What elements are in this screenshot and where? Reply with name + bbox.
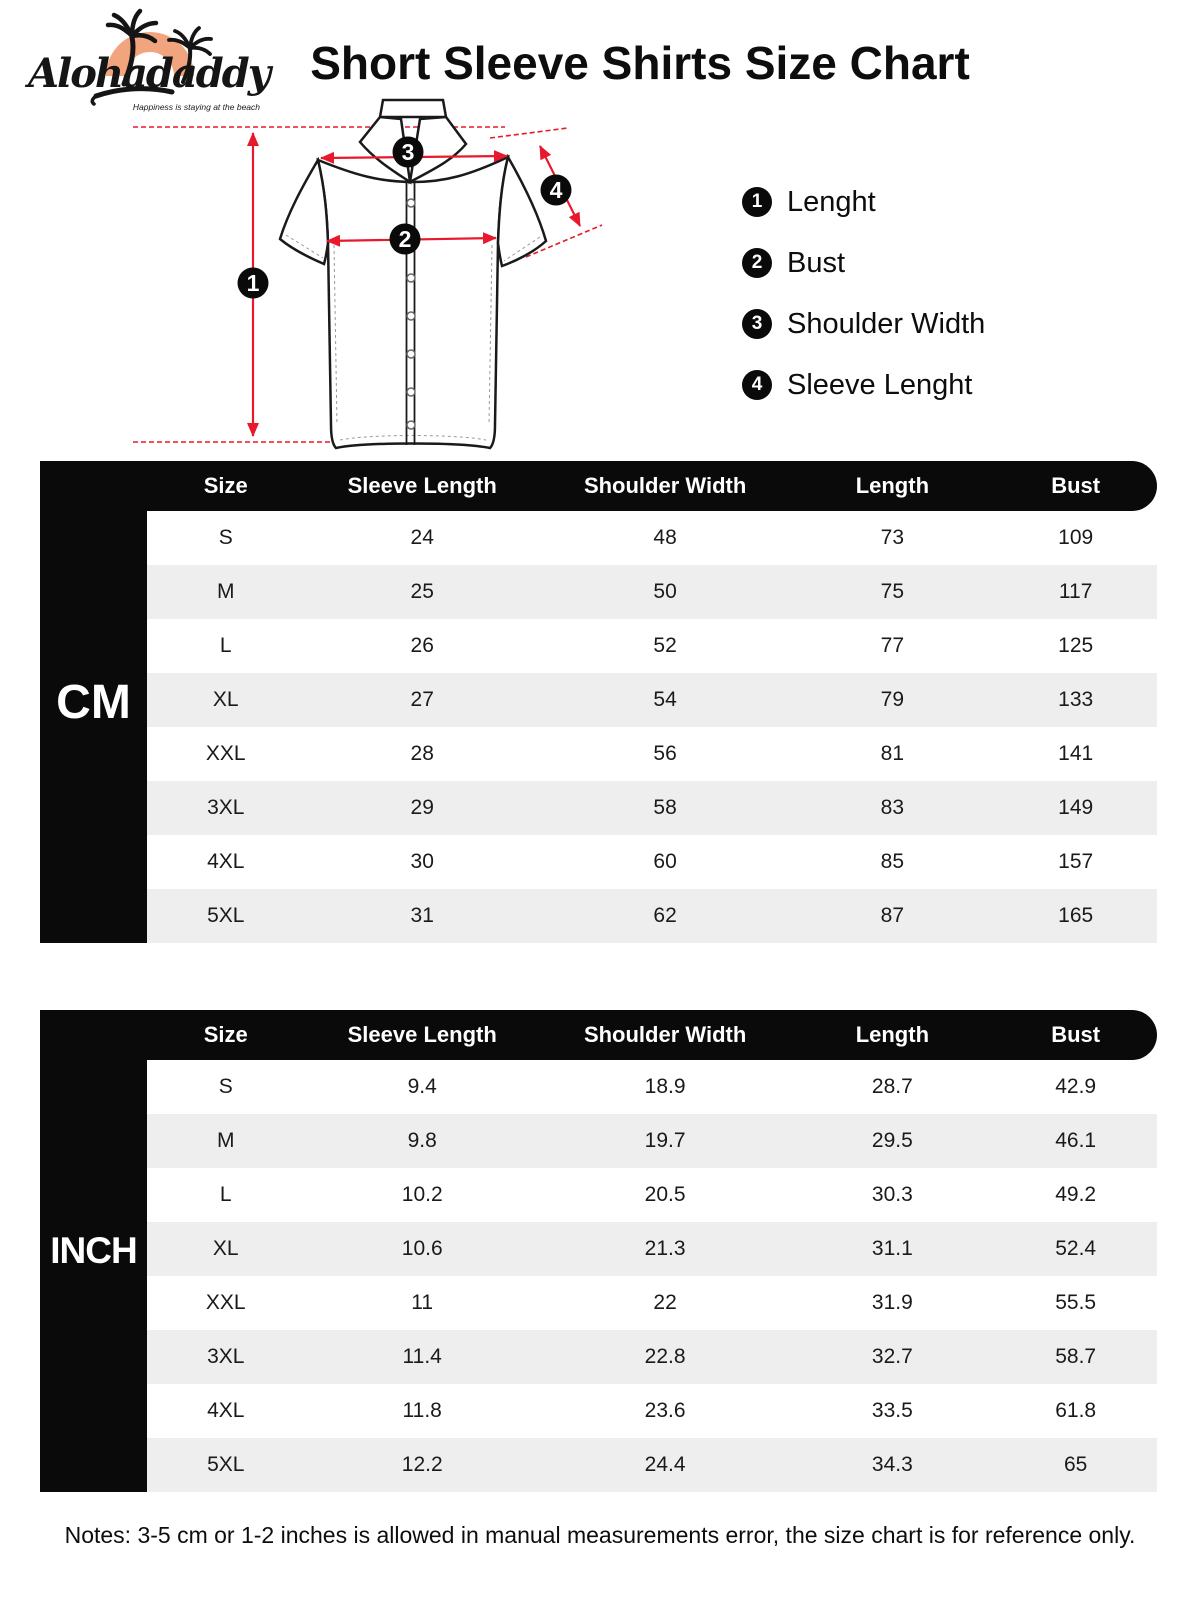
table-cell: 26 xyxy=(410,634,434,657)
table-cell: 9.8 xyxy=(407,1129,437,1152)
table-cell: L xyxy=(219,1183,232,1206)
brand-name: Alohadaddy xyxy=(28,50,269,97)
table-cell: 79 xyxy=(880,688,905,711)
table-cell: 27 xyxy=(410,688,434,711)
page-title: Short Sleeve Shirts Size Chart xyxy=(310,37,970,89)
table-cell: XL xyxy=(212,1237,239,1260)
table-cell: 60 xyxy=(653,850,677,873)
table-cell: M xyxy=(217,1129,235,1152)
table-cell: L xyxy=(219,634,232,657)
table-cell: 87 xyxy=(880,904,905,927)
table-cell: 11.4 xyxy=(402,1345,442,1368)
table-cell: M xyxy=(217,580,235,603)
table-row xyxy=(147,565,1157,619)
table-cell: 24 xyxy=(410,526,434,549)
table-row xyxy=(147,1114,1157,1168)
table-cell: 33.5 xyxy=(871,1399,913,1422)
legend-label-sleeve-length: Sleeve Lenght xyxy=(787,368,973,401)
table-cell: 49.2 xyxy=(1055,1183,1097,1206)
table-cell: 81 xyxy=(880,742,905,765)
table-row xyxy=(147,619,1157,673)
table-row xyxy=(147,1276,1157,1330)
table-cell: 109 xyxy=(1058,526,1094,549)
table-cell: 5XL xyxy=(207,1453,245,1476)
table-cell: 77 xyxy=(880,634,905,657)
legend-item-shoulder-width xyxy=(742,302,985,346)
table-body-inch xyxy=(147,1060,1157,1492)
table-cell: 31 xyxy=(410,904,434,927)
table-cell: 42.9 xyxy=(1055,1075,1097,1098)
table-cell: 21.3 xyxy=(644,1237,686,1260)
table-cell: 62 xyxy=(653,904,677,927)
table-cell: 10.6 xyxy=(401,1237,443,1260)
table-cell: 48 xyxy=(653,526,677,549)
table-cell: 58 xyxy=(653,796,677,819)
table-cell: 9.4 xyxy=(407,1075,437,1098)
column-header-size: Size xyxy=(203,1022,248,1047)
table-cell: 4XL xyxy=(207,850,245,873)
table-body-cm xyxy=(147,511,1157,943)
table-cell: 149 xyxy=(1058,796,1094,819)
table-cell: 34.3 xyxy=(871,1453,913,1476)
table-cell: 28.7 xyxy=(871,1075,913,1098)
table-cell: 56 xyxy=(653,742,677,765)
table-row xyxy=(147,781,1157,835)
column-header-sleeve-length: Sleeve Length xyxy=(347,473,497,498)
footer-note: Notes: 3-5 cm or 1-2 inches is allowed in manual measurements error, the size chart is for reference only. xyxy=(64,1522,1136,1548)
table-cell: 30.3 xyxy=(871,1183,913,1206)
table-row xyxy=(147,727,1157,781)
table-cell: 24.4 xyxy=(644,1453,686,1476)
brand-tagline: Happiness is staying at the beach xyxy=(132,102,260,112)
table-cell: XXL xyxy=(205,742,246,765)
table-row xyxy=(147,673,1157,727)
table-cell: 29 xyxy=(410,796,434,819)
table-cell: 22 xyxy=(653,1291,677,1314)
legend-badge-2: 2 xyxy=(742,248,772,278)
table-row xyxy=(147,511,1157,565)
size-table-cm xyxy=(40,461,1157,943)
table-cell: 5XL xyxy=(207,904,245,927)
table-cell: 52 xyxy=(653,634,677,657)
table-row xyxy=(147,1438,1157,1492)
table-cell: 125 xyxy=(1058,634,1094,657)
table-header-inch xyxy=(147,1010,1157,1060)
table-cell: S xyxy=(218,526,233,549)
table-row xyxy=(147,1330,1157,1384)
table-cell: 52.4 xyxy=(1055,1237,1097,1260)
table-row xyxy=(147,1222,1157,1276)
badge-2: 2 xyxy=(398,226,412,252)
column-header-bust: Bust xyxy=(1051,1022,1101,1047)
table-cell: 73 xyxy=(880,526,905,549)
table-cell: 50 xyxy=(653,580,677,603)
table-cell: 31.1 xyxy=(871,1237,913,1260)
legend-badge-4: 4 xyxy=(742,370,772,400)
table-cell: 23.6 xyxy=(644,1399,686,1422)
legend-badge-3: 3 xyxy=(742,309,772,339)
table-cell: 30 xyxy=(410,850,434,873)
table-cell: 20.5 xyxy=(644,1183,686,1206)
table-cell: 22.8 xyxy=(644,1345,686,1368)
table-cell: 65 xyxy=(1063,1453,1088,1476)
legend-badge-1: 1 xyxy=(742,187,772,217)
table-cell: 11 xyxy=(411,1291,434,1314)
legend-label-length: Lenght xyxy=(787,185,876,218)
column-header-sleeve-length: Sleeve Length xyxy=(347,1022,497,1047)
table-cell: 25 xyxy=(410,580,434,603)
badge-3: 3 xyxy=(401,139,415,165)
table-cell: 19.7 xyxy=(644,1129,686,1152)
column-header-bust: Bust xyxy=(1051,473,1101,498)
table-cell: XXL xyxy=(205,1291,246,1314)
table-cell: S xyxy=(218,1075,233,1098)
table-row xyxy=(147,889,1157,943)
table-cell: 29.5 xyxy=(871,1129,913,1152)
table-cell: 18.9 xyxy=(644,1075,686,1098)
table-cell: 31.9 xyxy=(871,1291,913,1314)
table-cell: 55.5 xyxy=(1055,1291,1097,1314)
column-header-shoulder-width: Shoulder Width xyxy=(583,1022,747,1047)
measurement-legend xyxy=(742,180,985,424)
table-cell: 10.2 xyxy=(401,1183,443,1206)
table-row xyxy=(147,1168,1157,1222)
legend-label-shoulder-width: Shoulder Width xyxy=(787,307,986,340)
table-header-cm xyxy=(147,461,1157,511)
column-header-size: Size xyxy=(203,473,248,498)
legend-item-length xyxy=(742,180,985,224)
unit-label-cm: CM xyxy=(40,461,147,943)
table-cell: 54 xyxy=(653,688,677,711)
legend-item-bust xyxy=(742,241,985,285)
table-cell: 165 xyxy=(1058,904,1094,927)
table-cell: 28 xyxy=(410,742,434,765)
unit-label-inch: INCH xyxy=(40,1010,147,1492)
table-cell: 58.7 xyxy=(1055,1345,1097,1368)
size-table-inch xyxy=(40,1010,1157,1492)
table-cell: 61.8 xyxy=(1055,1399,1097,1422)
table-cell: 3XL xyxy=(207,1345,245,1368)
sleeve-ext-line-top xyxy=(490,128,568,138)
table-cell: XL xyxy=(212,688,239,711)
shirt-diagram xyxy=(120,95,620,455)
table-row xyxy=(147,1060,1157,1114)
legend-label-bust: Bust xyxy=(787,246,846,279)
table-cell: 85 xyxy=(880,850,905,873)
table-cell: 12.2 xyxy=(401,1453,443,1476)
table-cell: 11.8 xyxy=(402,1399,442,1422)
badge-1: 1 xyxy=(246,270,260,296)
table-cell: 32.7 xyxy=(871,1345,913,1368)
column-header-length: Length xyxy=(855,1022,930,1047)
table-cell: 75 xyxy=(880,580,905,603)
table-row xyxy=(147,1384,1157,1438)
column-header-shoulder-width: Shoulder Width xyxy=(583,473,747,498)
table-cell: 3XL xyxy=(207,796,245,819)
table-cell: 133 xyxy=(1058,688,1094,711)
legend-item-sleeve-length xyxy=(742,363,985,407)
column-header-length: Length xyxy=(855,473,930,498)
table-cell: 157 xyxy=(1058,850,1094,873)
table-cell: 141 xyxy=(1058,742,1094,765)
table-row xyxy=(147,835,1157,889)
table-cell: 117 xyxy=(1058,580,1093,603)
table-cell: 46.1 xyxy=(1055,1129,1097,1152)
table-cell: 4XL xyxy=(207,1399,245,1422)
table-cell: 83 xyxy=(880,796,905,819)
badge-4: 4 xyxy=(549,177,563,203)
